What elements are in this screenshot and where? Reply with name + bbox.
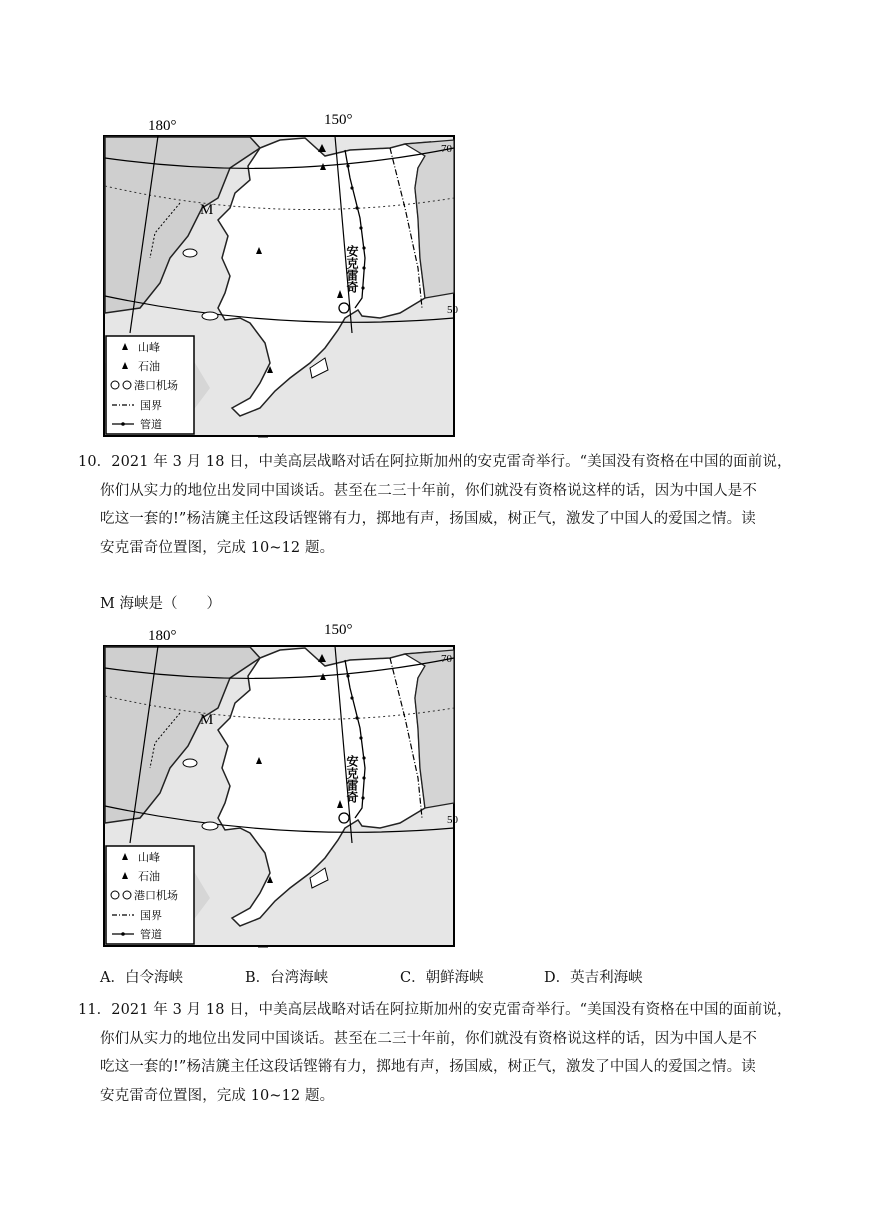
q11-line-4: 安克雷奇位置图，完成 10~12 题。: [100, 1087, 335, 1104]
q10-line-3: 吃这一套的!”杨洁篪主任这段话铿锵有力，掷地有声，扬国威，树正气，激发了中国人的爱国之情。读: [100, 511, 756, 527]
strait-label-m: M: [200, 202, 214, 218]
svg-text:管道: 管道: [140, 929, 162, 941]
anchorage-port-icon: [339, 813, 349, 823]
svg-text:港口机场: 港口机场: [134, 890, 178, 902]
q11-line-3: 吃这一套的!”杨洁篪主任这段话铿锵有力，掷地有声，扬国威，树正气，激发了中国人的爱国之情。读: [100, 1059, 756, 1075]
lat-label-70: 70: [441, 653, 452, 665]
svg-text:山峰: 山峰: [138, 342, 160, 354]
q10-line-2: 你们从实力的地位出发同中国谈话。甚至在二三十年前，你们就没有资格说这样的话，因为中国人是不: [100, 482, 757, 499]
option-a[interactable]: A．白令海峡: [100, 970, 183, 986]
map-legend: [106, 336, 194, 434]
lon-label-150: 150°: [324, 112, 353, 128]
q11-line-2: 你们从实力的地位出发同中国谈话。甚至在二三十年前，你们就没有资格说这样的话，因为中国人是不: [100, 1030, 757, 1047]
anchorage-label: 安克雷奇: [345, 245, 359, 293]
island: [202, 822, 218, 830]
svg-text:石油: 石油: [138, 871, 160, 883]
island: [183, 249, 197, 257]
q10-line-1: 10．2021 年 3 月 18 日，中美高层战略对话在阿拉斯加州的安克雷奇举行。“美国没有资格在中国的面前说，: [78, 454, 792, 470]
option-c[interactable]: C．朝鲜海峡: [400, 970, 484, 986]
option-d[interactable]: D．英吉利海峡: [544, 970, 643, 986]
option-b[interactable]: B．台湾海峡: [245, 970, 329, 986]
lat-label-50: 50: [447, 304, 458, 316]
anchorage-location-map: [100, 618, 465, 948]
question-10-stem: M 海峡是（ ）: [100, 596, 221, 612]
lon-label-180: 180°: [148, 118, 177, 134]
lon-label-150: 150°: [324, 622, 353, 638]
q10-line-4: 安克雷奇位置图，完成 10~12 题。: [100, 539, 335, 556]
svg-text:管道: 管道: [140, 419, 162, 431]
svg-text:港口机场: 港口机场: [134, 380, 178, 392]
lon-label-180: 180°: [148, 628, 177, 644]
svg-text:国界: 国界: [140, 400, 162, 412]
question-11-text: [78, 996, 792, 1110]
island: [183, 759, 197, 767]
q11-line-1: 11．2021 年 3 月 18 日，中美高层战略对话在阿拉斯加州的安克雷奇举行。“美国没有资格在中国的面前说，: [78, 1002, 792, 1018]
anchorage-location-map: [100, 108, 465, 438]
anchorage-label: 安克雷奇: [345, 755, 359, 803]
lat-label-70: 70: [441, 143, 452, 155]
svg-text:国界: 国界: [140, 910, 162, 922]
map-figure-2: [100, 618, 465, 948]
lat-label-50: 50: [447, 814, 458, 826]
island: [202, 312, 218, 320]
svg-text:山峰: 山峰: [138, 852, 160, 864]
strait-label-m: M: [200, 712, 214, 728]
question-10-text: [78, 448, 792, 562]
map-legend: [106, 846, 194, 944]
svg-text:石油: 石油: [138, 361, 160, 373]
map-figure-1: [100, 108, 465, 438]
anchorage-port-icon: [339, 303, 349, 313]
